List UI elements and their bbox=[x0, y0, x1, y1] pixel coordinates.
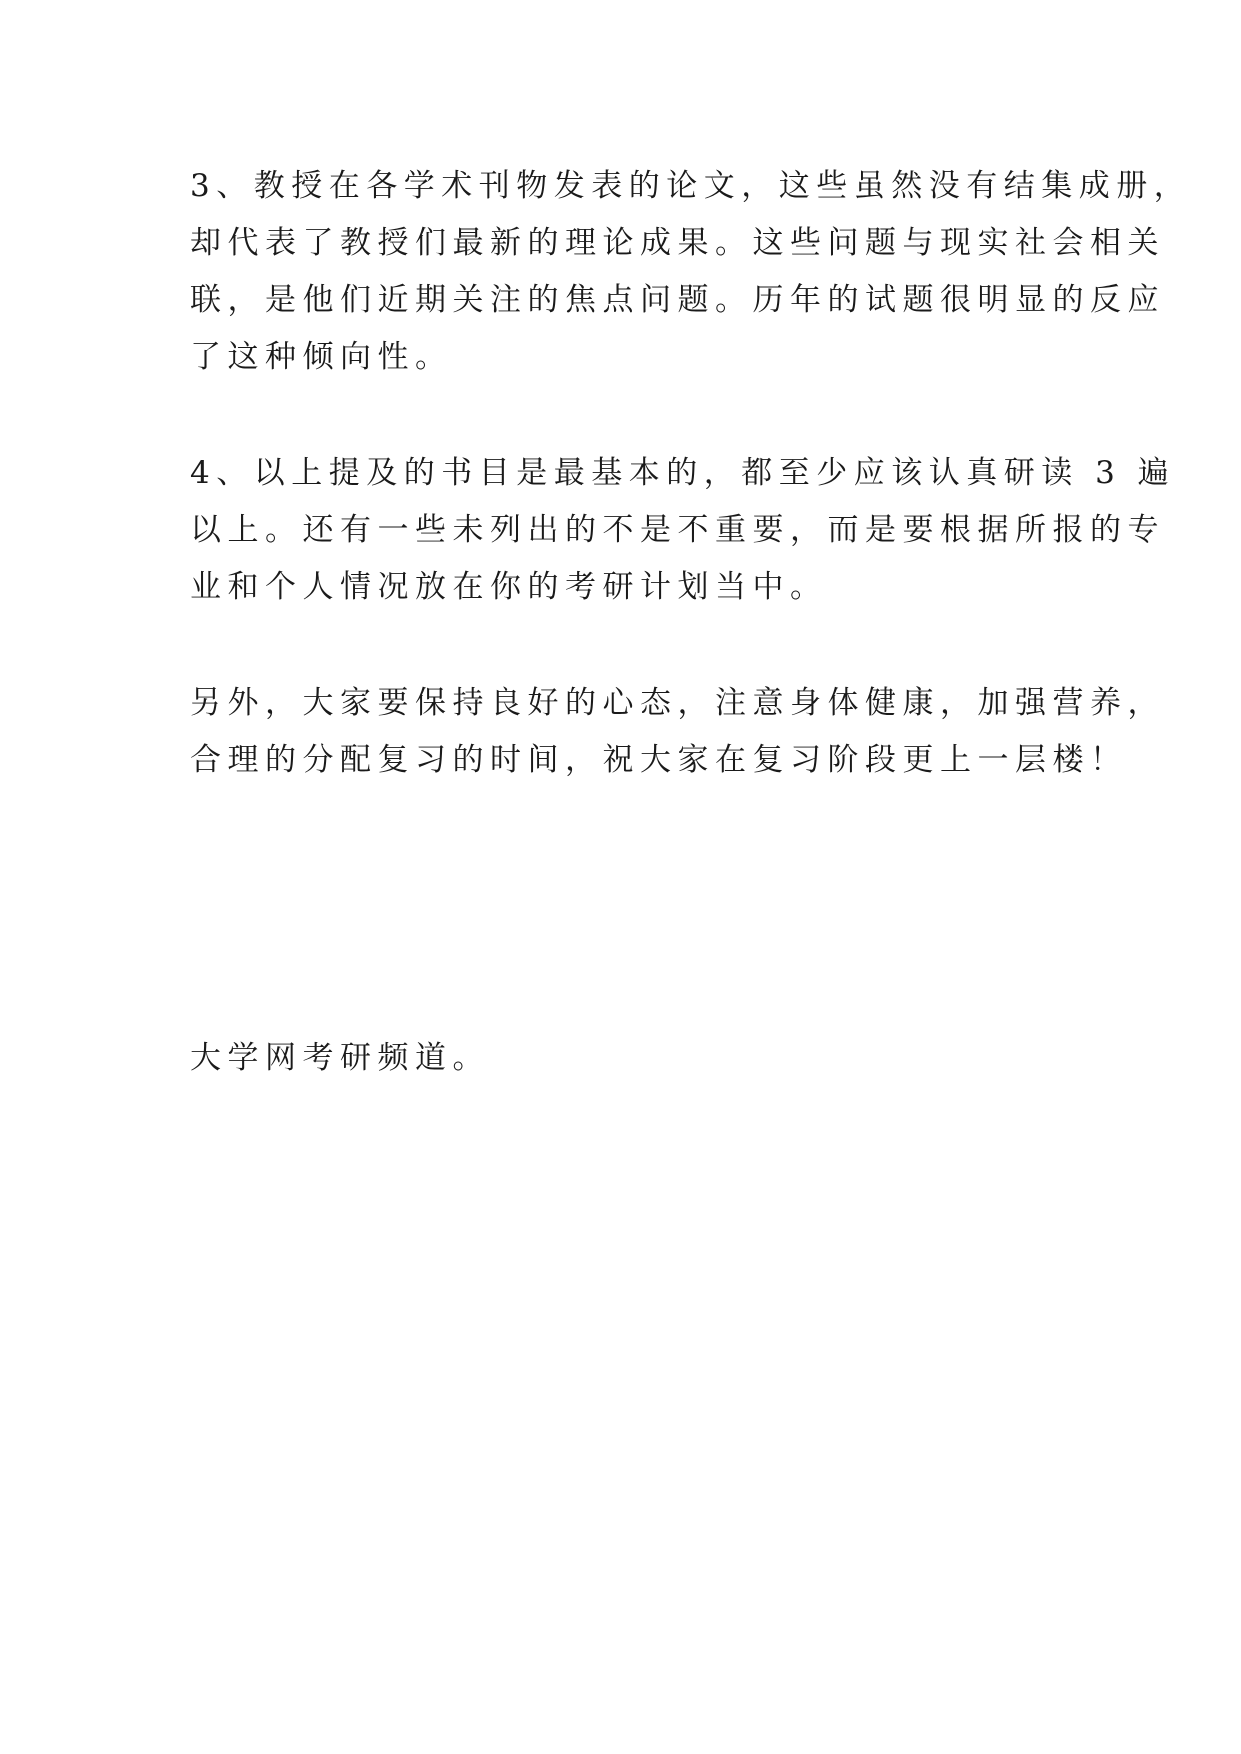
paragraph-line: 3、教授在各学术刊物发表的论文，这些虽然没有结集成册， bbox=[190, 168, 1192, 204]
paragraph-line: 4、以上提及的书目是最基本的，都至少应该认真研读 3 遍 bbox=[190, 455, 1176, 491]
paragraph-line: 合理的分配复习的时间，祝大家在复习阶段更上一层楼！ bbox=[190, 742, 1128, 778]
paragraph-closing bbox=[190, 675, 1165, 789]
paragraph-3 bbox=[190, 158, 1192, 386]
document-footer bbox=[190, 1030, 490, 1087]
paragraph-line: 了这种倾向性。 bbox=[190, 339, 453, 375]
document-body bbox=[190, 158, 1192, 789]
paragraph-4 bbox=[190, 445, 1176, 616]
paragraph-line: 却代表了教授们最新的理论成果。这些问题与现实社会相关 bbox=[190, 225, 1165, 261]
paragraph-line: 以上。还有一些未列出的不是不重要，而是要根据所报的专 bbox=[190, 512, 1165, 548]
paragraph-line: 另外，大家要保持良好的心态，注意身体健康，加强营养， bbox=[190, 685, 1165, 721]
paragraph-line: 联，是他们近期关注的焦点问题。历年的试题很明显的反应 bbox=[190, 282, 1165, 318]
footer-source-text: 大学网考研频道。 bbox=[190, 1040, 490, 1076]
paragraph-line: 业和个人情况放在你的考研计划当中。 bbox=[190, 569, 828, 605]
